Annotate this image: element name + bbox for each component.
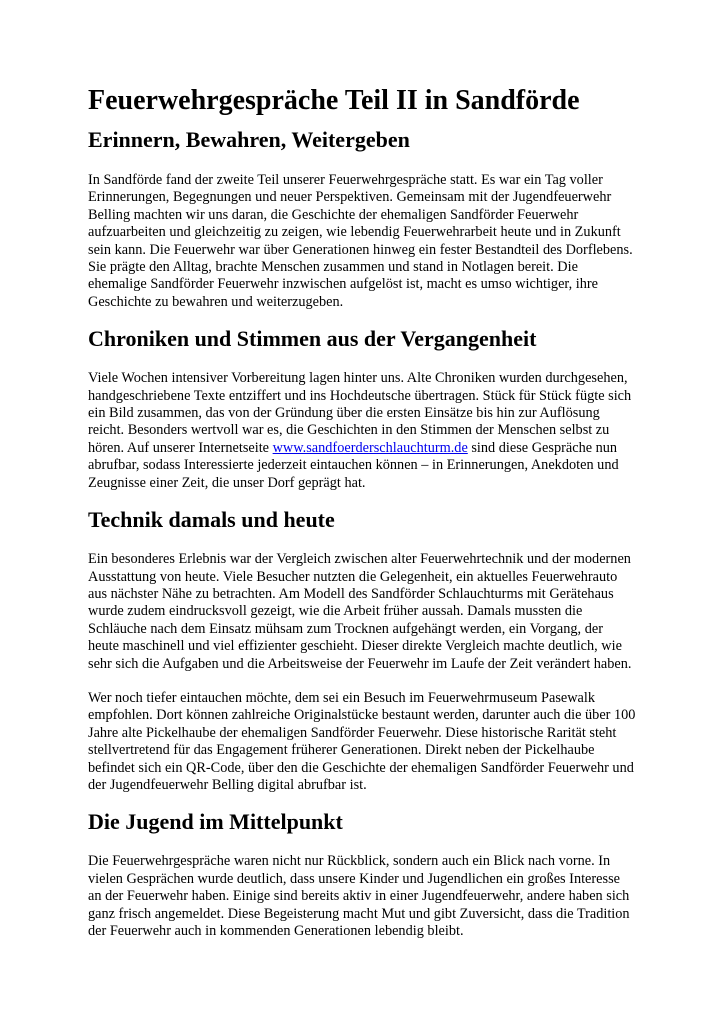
section-paragraph-erinnern: In Sandförde fand der zweite Teil unserer Feuerwehrgespräche statt. Es war ein Tag voller Erinnerungen, Begegnungen und neuer Perspektiven. Gemeinsam mit der Jugendfeuerwehr Belling machten wir uns daran, die Geschichte der ehemaligen Sandförder Feuerwehr aufzuarbeiten und gleichzeitig zu zeigen, wie lebendig Feuerwehrarbeit heute und in Zukunft sein kann. Die Feuerwehr war über Generationen hinweg ein fester Bestandteil des Dorflebens. Sie prägte den Alltag, brachte Menschen zusammen und stand in Notlagen bereit. Die ehemalige Sandförder Feuerwehr inzwischen aufgelöst ist, macht es umso wichtiger, ihre Geschichte zu bewahren und weiterzugeben. <box>88 172 633 310</box>
section-heading-technik: Technik damals und heute <box>88 507 335 533</box>
section-paragraph-jugend: Die Feuerwehrgespräche waren nicht nur Rückblick, sondern auch ein Blick nach vorne. In vielen Gesprächen wurde deutlich, dass unsere Kinder und Jugendlichen ein großes Interesse an der Feuerwehr haben. Einige sind bereits aktiv in einer Jugendfeuerwehr, andere haben sich ganz frisch angemeldet. Diese Begeisterung macht Mut und gibt Zuversicht, dass die Tradition der Feuerwehr auch in kommenden Generationen lebendig bleibt. <box>88 853 630 939</box>
website-link[interactable]: www.sandfoerderschlauchturm.de <box>272 439 468 456</box>
document-page <box>88 84 636 940</box>
chroniken-text-after-link: sind diese Gespräche nun abrufbar, sodass Interessierte jederzeit eintauchen können – in Erinnerungen, Anekdoten und Zeugnisse einer Zeit, die unser Dorf geprägt hat. <box>88 439 619 491</box>
section-heading-jugend: Die Jugend im Mittelpunkt <box>88 809 343 835</box>
document-title: Feuerwehrgespräche Teil II in Sandförde <box>88 85 580 116</box>
section-heading-chroniken: Chroniken und Stimmen aus der Vergangenheit <box>88 326 537 352</box>
section-paragraph-technik-1: Ein besonderes Erlebnis war der Vergleich zwischen alter Feuerwehrtechnik und der modernen Ausstattung von heute. Viele Besucher nutzten die Gelegenheit, ein aktuelles Feuerwehrauto aus nächster Nähe zu betrachten. Am Modell des Sandförder Schlauchturms mit Gerätehaus wurde zudem eindrucksvoll gezeigt, wie die Arbeit früher aussah. Damals mussten die Schläuche nach dem Einsatz mühsam zum Trocknen aufgehängt werden, ein Vorgang, der heute maschinell und viel effizienter geschieht. Dieser direkte Vergleich machte deutlich, wie sehr sich die Aufgaben und die Arbeitsweise der Feuerwehr im Laufe der Zeit verändert haben. <box>88 551 632 672</box>
section-paragraph-chroniken <box>88 370 636 492</box>
chroniken-text-before-link: Viele Wochen intensiver Vorbereitung lagen hinter uns. Alte Chroniken wurden durchgesehen, handgeschriebene Texte entziffert und ins Hochdeutsche übertragen. Stück für Stück fügte sich ein Bild zusammen, das von der Gründung über die ersten Einsätze bis hin zur Auflösung reicht. Besonders wertvoll war es, die Geschichten in den Stimmen der Menschen selbst zu hören. Auf unserer Internetseite <box>88 370 632 456</box>
section-heading-erinnern: Erinnern, Bewahren, Weitergeben <box>88 127 410 152</box>
section-paragraph-technik-2: Wer noch tiefer eintauchen möchte, dem sei ein Besuch im Feuerwehrmuseum Pasewalk empfohlen. Dort können zahlreiche Originalstücke bestaunt werden, darunter auch die über 100 Jahre alte Pickelhaube der ehemaligen Sandförder Feuerwehr. Diese historische Rarität steht stellvertretend für das Engagement früherer Generationen. Direkt neben der Pickelhaube befindet sich ein QR-Code, über den die Geschichte der ehemaligen Sandförder Feuerwehr und der Jugendfeuerwehr Belling digital abrufbar ist. <box>88 689 636 793</box>
